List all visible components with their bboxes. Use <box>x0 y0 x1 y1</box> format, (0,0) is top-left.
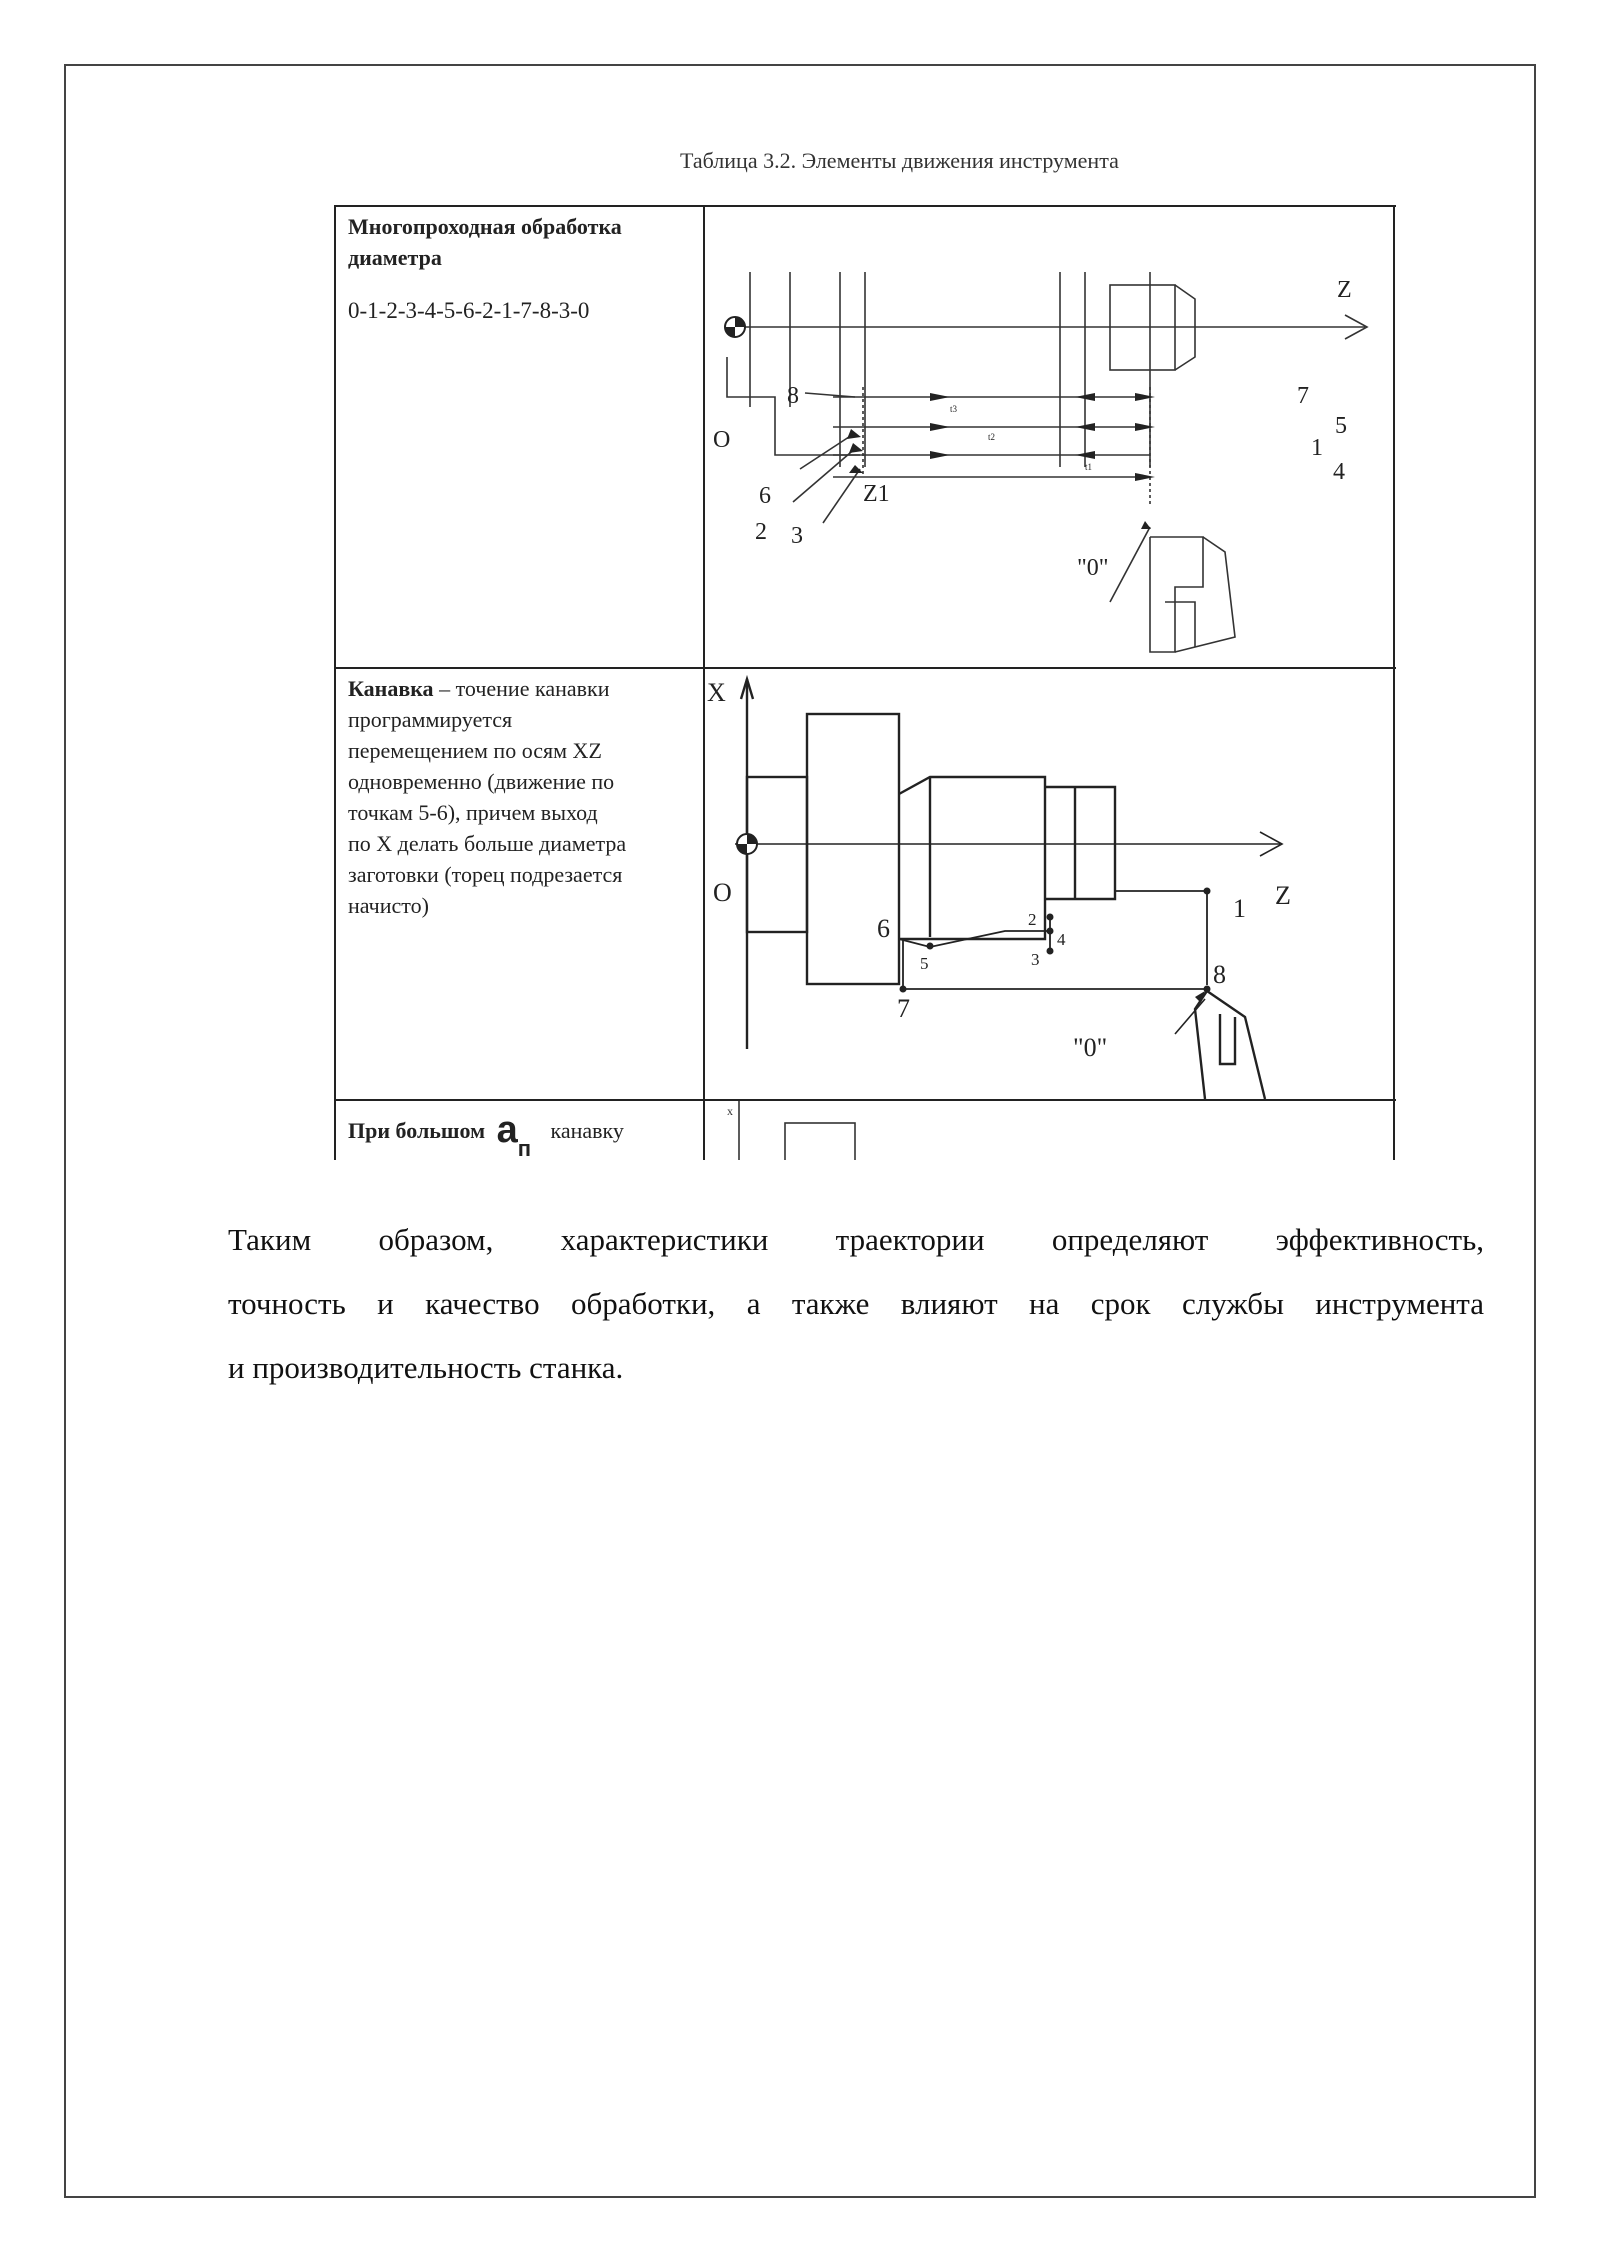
paragraph-line: и производительность станка. <box>228 1350 624 1385</box>
label-point-6: 6 <box>877 914 890 943</box>
row3-title-prefix: При большом <box>348 1118 486 1143</box>
label-axis-z: Z <box>1337 277 1352 303</box>
label-point-1: 1 <box>1233 894 1246 923</box>
label-point-2: 2 <box>1028 910 1037 929</box>
symbol-subscript: п <box>517 1136 531 1160</box>
label-zero: "0" <box>1077 555 1109 581</box>
label-point-7: 7 <box>1297 383 1309 409</box>
label-point-8: 8 <box>787 383 799 409</box>
multipass-diagram <box>705 207 1393 667</box>
row3-desc: канавку <box>550 1118 624 1143</box>
label-point-5: 5 <box>920 954 929 973</box>
row1-sequence: 0-1-2-3-4-5-6-2-1-7-8-3-0 <box>348 298 590 323</box>
symbol-a: a <box>496 1109 518 1151</box>
table-caption: Таблица 3.2. Элементы движения инструмента <box>680 148 1119 173</box>
row2-description <box>348 673 702 921</box>
row2-title: Канавка <box>348 676 434 701</box>
label-point-7: 7 <box>897 994 910 1023</box>
label-depth-1: t1 <box>1085 462 1093 472</box>
row2-desc-line: перемещением по осям XZ <box>348 738 602 763</box>
row2-desc-line: программируется <box>348 707 513 732</box>
label-origin: O <box>713 427 731 453</box>
body-paragraph <box>228 1208 1484 1400</box>
row2-desc-line: одновременно (движение по <box>348 769 615 794</box>
label-point-3: 3 <box>1031 950 1040 969</box>
row1-title-line1: Многопроходная обработка <box>348 214 622 239</box>
row2-desc-line: точкам 5-6), причем выход <box>348 800 598 825</box>
row2-desc-line: начисто) <box>348 893 429 918</box>
row1-title <box>348 211 698 273</box>
row2-desc-line: – точение канавки <box>439 676 610 701</box>
label-point-8: 8 <box>1213 960 1226 989</box>
label-axis-z: Z <box>1275 881 1291 910</box>
paragraph-line: Таким образом, характеристики траектории определяют эффективность, <box>228 1222 1484 1257</box>
label-depth-3: t3 <box>950 404 958 414</box>
groove-diagram <box>705 669 1393 1099</box>
table-border-left <box>334 205 336 1160</box>
label-depth-2: t2 <box>988 432 996 442</box>
label-point-6: 6 <box>759 483 771 509</box>
label-point-3: 3 <box>791 523 803 549</box>
label-origin: O <box>713 878 732 907</box>
label-point-4: 4 <box>1333 459 1345 485</box>
row2-desc-line: заготовки (торец подрезается <box>348 862 623 887</box>
paragraph-line: точность и качество обработки, а также влияют на срок службы инструмента <box>228 1286 1484 1321</box>
row1-title-line2: диаметра <box>348 245 442 270</box>
row2-desc-line: по X делать больше диаметра <box>348 831 627 856</box>
label-point-2: 2 <box>755 519 767 545</box>
label-axis-x: x <box>727 1104 733 1118</box>
label-zero: "0" <box>1073 1033 1108 1062</box>
label-point-4: 4 <box>1057 930 1066 949</box>
label-z1: Z1 <box>863 481 890 507</box>
label-axis-x: X <box>707 678 726 707</box>
row3-diagram <box>705 1101 1393 1160</box>
table-figure <box>334 205 1396 1160</box>
table-border-right <box>1393 205 1395 1160</box>
label-point-1: 1 <box>1311 435 1323 461</box>
label-point-5: 5 <box>1335 413 1347 439</box>
row3-text <box>348 1109 702 1160</box>
